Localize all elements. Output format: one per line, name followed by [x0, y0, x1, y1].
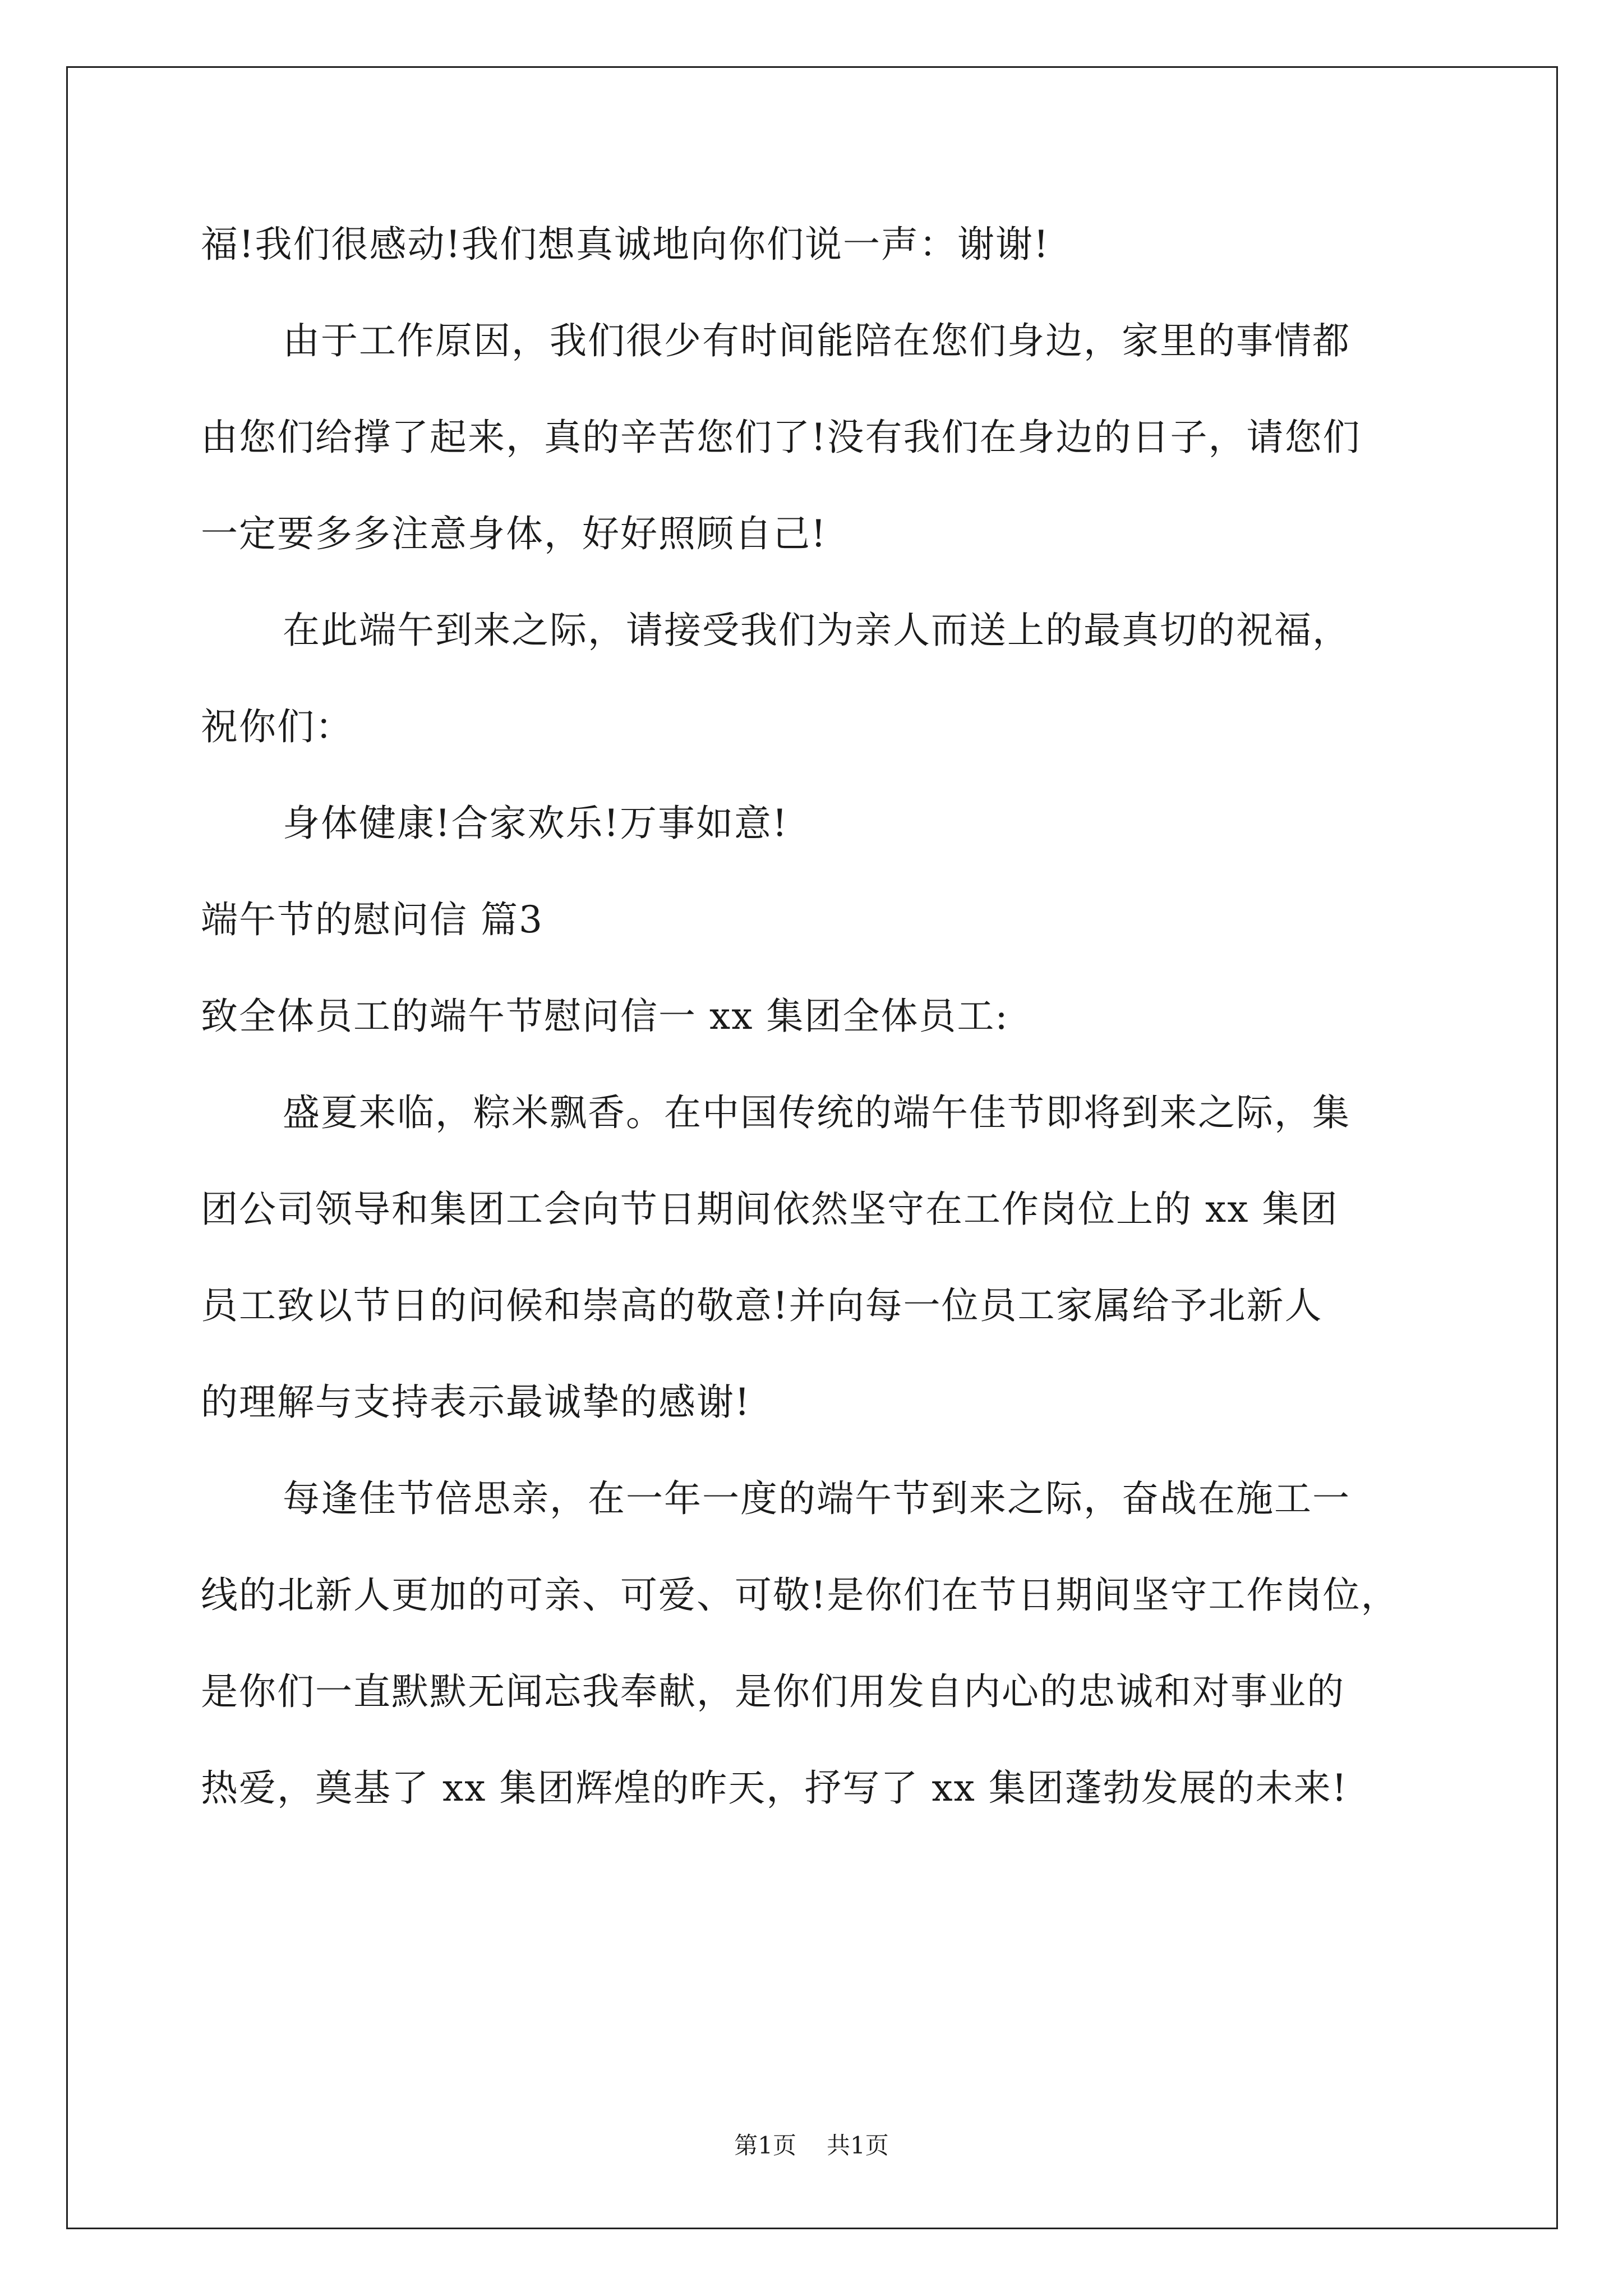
text-line: 热爱，奠基了 xx 集团辉煌的昨天，抒写了 xx 集团蓬勃发展的未来!: [201, 1766, 1348, 1810]
text-line: 身体健康!合家欢乐!万事如意!: [283, 802, 789, 845]
document-body: [201, 196, 1423, 1837]
text-line: 祝你们：: [201, 705, 353, 748]
page-number-total: 共1页: [827, 2132, 889, 2159]
text-line: 每逢佳节倍思亲，在一年一度的端午节到来之际，奋战在施工一: [283, 1477, 1350, 1520]
page-number-current: 第1页: [734, 2132, 796, 2159]
text-line: 福!我们很感动!我们想真诚地向你们说一声：谢谢!: [201, 223, 1050, 266]
text-line: 团公司领导和集团工会向节日期间依然坚守在工作岗位上的 xx 集团: [201, 1188, 1339, 1231]
section-heading: 端午节的慰问信 篇3: [201, 898, 543, 941]
text-line: 在此端午到来之际，请接受我们为亲人而送上的最真切的祝福，: [283, 609, 1350, 652]
text-line: 一定要多多注意身体，好好照顾自己!: [201, 512, 827, 555]
text-line: 是你们一直默默无闻忘我奉献，是你们用发自内心的忠诚和对事业的: [201, 1670, 1345, 1713]
text-line: 由您们给撑了起来，真的辛苦您们了!没有我们在身边的日子，请您们: [201, 416, 1361, 459]
text-line: 由于工作原因，我们很少有时间能陪在您们身边，家里的事情都: [283, 319, 1350, 362]
letter-salutation: 致全体员工的端午节慰问信一 xx 集团全体员工:: [201, 995, 1009, 1038]
text-line: 盛夏来临，粽米飘香。在中国传统的端午佳节即将到来之际，集: [283, 1091, 1350, 1134]
text-line: 线的北新人更加的可亲、可爱、可敬!是你们在节日期间坚守工作岗位，: [201, 1573, 1399, 1617]
text-line: 员工致以节日的问候和崇高的敬意!并向每一位员工家属给予北新人: [201, 1284, 1323, 1327]
text-line: 的理解与支持表示最诚挚的感谢!: [201, 1381, 751, 1424]
page-footer: [0, 2129, 1623, 2162]
